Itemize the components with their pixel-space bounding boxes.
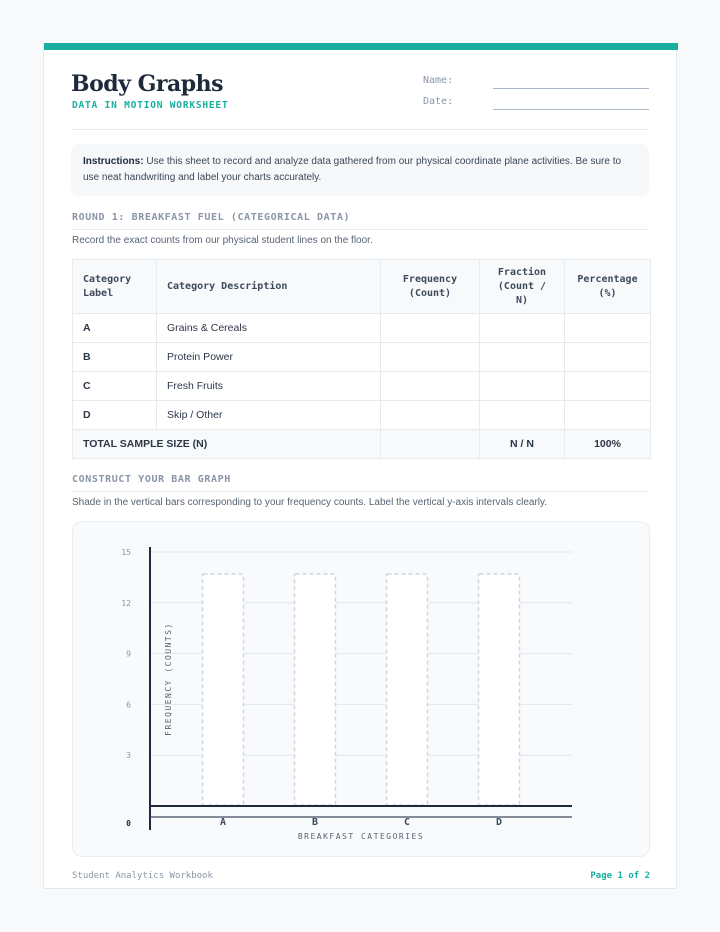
page-title: Body Graphs (71, 71, 223, 97)
x-axis-title: BREAKFAST CATEGORIES (297, 832, 425, 841)
table-header-row (73, 260, 651, 314)
total-label: TOTAL SAMPLE SIZE (N) (73, 430, 381, 459)
x-tick-label: D (495, 817, 503, 828)
table-row (73, 401, 651, 430)
percentage-cell[interactable] (565, 372, 651, 401)
frequency-cell[interactable] (381, 343, 480, 372)
date-field[interactable] (493, 109, 649, 110)
bar-graph-panel (72, 521, 650, 857)
total-row (73, 430, 651, 459)
y-tick-label: 15 (121, 548, 131, 557)
table-row (73, 372, 651, 401)
footer-page-number: Page 1 of 2 (590, 871, 650, 881)
y-axis-title: FREQUENCY (COUNTS) (164, 622, 173, 736)
worksheet-page (43, 43, 677, 889)
y-tick-label: 6 (126, 700, 131, 710)
table-row (73, 314, 651, 343)
name-label: Name: (423, 75, 454, 86)
total-fraction: N / N (480, 430, 565, 459)
round1-description: Record the exact counts from our physical student lines on the floor. (72, 235, 373, 246)
category-description: Fresh Fruits (157, 372, 381, 401)
column-header: Percentage (%) (565, 260, 651, 314)
total-frequency-cell[interactable] (381, 430, 480, 459)
column-header: Frequency (Count) (381, 260, 480, 314)
fraction-cell[interactable] (480, 401, 565, 430)
category-description: Protein Power (157, 343, 381, 372)
frequency-table (72, 259, 651, 459)
percentage-cell[interactable] (565, 401, 651, 430)
frequency-cell[interactable] (381, 372, 480, 401)
bar-outline (479, 574, 520, 805)
footer-workbook: Student Analytics Workbook (72, 871, 213, 881)
frequency-cell[interactable] (381, 314, 480, 343)
date-label: Date: (423, 96, 454, 107)
name-field[interactable] (493, 88, 649, 89)
category-label: A (73, 314, 157, 343)
bar-outline (387, 574, 428, 805)
bar-outline (203, 574, 244, 805)
y-tick-label: 0 (126, 819, 131, 828)
category-label: D (73, 401, 157, 430)
page-subtitle: DATA IN MOTION WORKSHEET (72, 100, 229, 111)
fraction-cell[interactable] (480, 314, 565, 343)
y-tick-label: 12 (121, 598, 131, 608)
column-header: Category Description (157, 260, 381, 314)
category-description: Grains & Cereals (157, 314, 381, 343)
bar-outline (295, 574, 336, 805)
category-description: Skip / Other (157, 401, 381, 430)
column-header: Category Label (73, 260, 157, 314)
percentage-cell[interactable] (565, 343, 651, 372)
bar-graph (73, 522, 651, 858)
category-label: C (73, 372, 157, 401)
category-label: B (73, 343, 157, 372)
frequency-cell[interactable] (381, 401, 480, 430)
accent-bar (44, 43, 678, 50)
y-tick-label: 9 (126, 649, 131, 659)
fraction-cell[interactable] (480, 372, 565, 401)
round1-divider (71, 229, 649, 230)
round1-heading: ROUND 1: BREAKFAST FUEL (CATEGORICAL DATA) (72, 212, 351, 223)
x-tick-label: C (403, 817, 411, 828)
column-header: Fraction (Count / N) (480, 260, 565, 314)
bargraph-description: Shade in the vertical bars corresponding to your frequency counts. Label the vertical y-axis intervals clearly. (72, 497, 548, 508)
percentage-cell[interactable] (565, 314, 651, 343)
total-percentage: 100% (565, 430, 651, 459)
table-row (73, 343, 651, 372)
y-tick-label: 3 (126, 751, 131, 761)
instructions-lead: Instructions: (83, 156, 144, 167)
header-divider (71, 129, 649, 130)
x-tick-label: A (219, 817, 227, 828)
instructions-text: Use this sheet to record and analyze data gathered from our physical coordinate plane activities. Be sure to use neat handwriting and label your charts accurately. (83, 156, 622, 183)
x-tick-label: B (311, 817, 319, 828)
instructions-box (71, 144, 649, 196)
bargraph-divider (71, 491, 649, 492)
bargraph-heading: CONSTRUCT YOUR BAR GRAPH (72, 474, 231, 485)
fraction-cell[interactable] (480, 343, 565, 372)
